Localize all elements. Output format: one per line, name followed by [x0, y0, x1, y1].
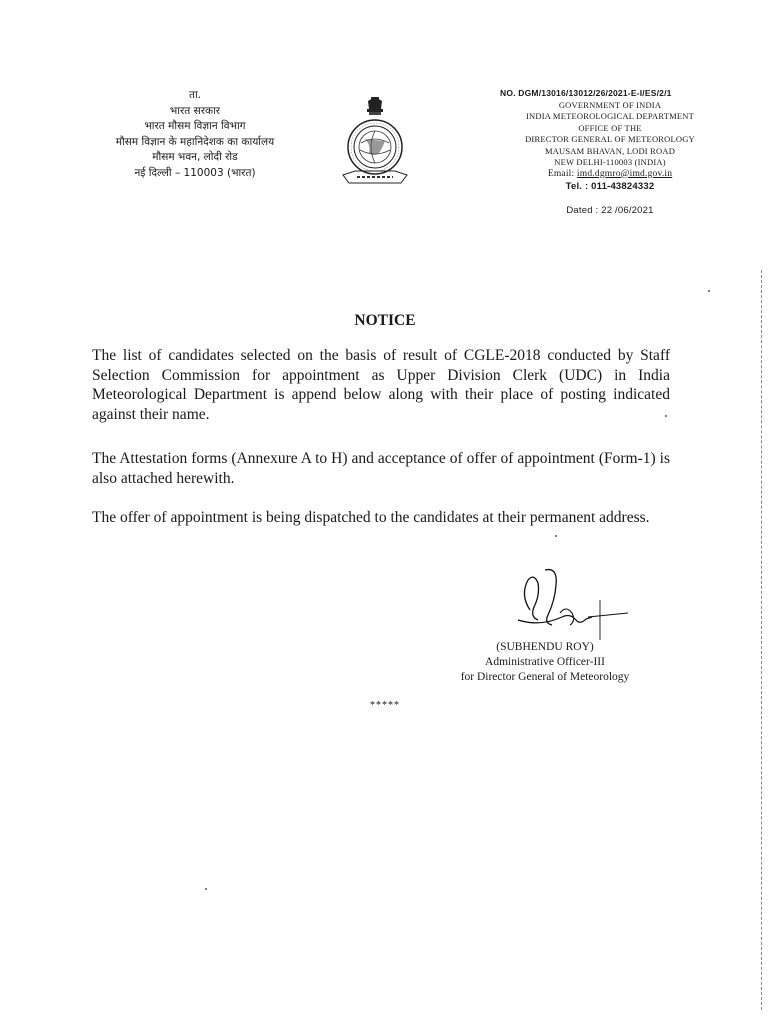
date-line: Dated : 22 /06/2021 [566, 204, 654, 216]
scan-speck [665, 415, 667, 417]
english-line-2: INDIA METEOROLOGICAL DEPARTMENT [526, 111, 694, 121]
english-line-1: GOVERNMENT OF INDIA [558, 99, 662, 110]
hindi-line-6: नई दिल्ली – 110003 (भारत) [134, 166, 256, 179]
english-line-6: NEW DELHI-110003 (INDIA) [554, 157, 666, 167]
email-line [480, 169, 740, 181]
signatory-block [425, 640, 665, 685]
end-mark: ***** [370, 700, 400, 711]
english-line-3: OFFICE OF THE [578, 122, 642, 133]
hindi-line-3: भारत मौसम विज्ञान विभाग [144, 120, 246, 132]
notice-title: NOTICE [354, 312, 416, 329]
hindi-letterhead [40, 88, 350, 181]
email-label: Email: [547, 168, 575, 179]
scan-speck [708, 290, 710, 292]
scan-speck [555, 535, 557, 537]
scan-edge-line [760, 270, 762, 1010]
hindi-line-4: मौसम विज्ञान के महानिदेशक का कार्यालय [115, 135, 275, 148]
notice-paragraph-3: The offer of appointment is being dispatched to the candidates at their permanent address. [92, 509, 650, 526]
email-link[interactable]: imd.dgmro@imd.gov.in [576, 168, 673, 179]
notice-paragraph-2: The Attestation forms (Annexure A to H) and acceptance of offer of appointment (Form-1) is also attached herewith. [92, 450, 670, 487]
signatory-designation: Administrative Officer-III [485, 656, 605, 668]
notice-paragraph-1: The list of candidates selected on the basis of result of CGLE-2018 conducted by Staff Selection Commission for appointment as Upper Division Clerk (UDC) in India Meteorological Department is append below along with their place of posting indicated against their name. [92, 347, 670, 423]
english-line-5: MAUSAM BHAVAN, LODI ROAD [544, 145, 676, 156]
telephone: Tel. : 011-43824332 [565, 181, 655, 192]
signatory-name: (SUBHENDU ROY) [496, 641, 594, 653]
hindi-line-2: भारत सरकार [169, 104, 221, 117]
reference-number: NO. DGM/13016/13012/26/2021-E-I/ES/2/1 [500, 88, 672, 98]
signatory-for-line: for Director General of Meteorology [460, 671, 630, 683]
hindi-line-5: मौसम भवन, लोदी रोड [152, 151, 238, 163]
hindi-line-1: ता. [188, 89, 202, 101]
handwritten-signature [500, 565, 635, 640]
imd-emblem-icon [335, 95, 415, 193]
scan-speck [205, 888, 207, 890]
english-letterhead [480, 88, 740, 216]
english-line-4: DIRECTOR GENERAL OF METEOROLOGY [525, 134, 695, 144]
